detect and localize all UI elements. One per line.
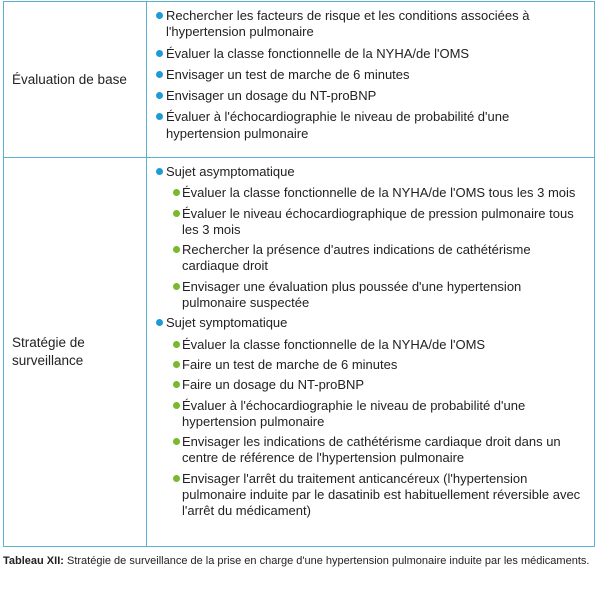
list-item: Faire un test de marche de 6 minutes [156, 357, 586, 373]
table-caption [3, 555, 597, 569]
caption-text: Stratégie de surveillance de la prise en charge d'une hypertension pulmonaire induite par les médicaments. [63, 555, 590, 567]
group-heading-asymptomatic: Sujet asymptomatique [156, 164, 586, 180]
sub-bullet-dot-icon [173, 475, 180, 482]
list-item: Évaluer le niveau échocardiographique de pression pulmonaire tous les 3 mois [156, 206, 586, 239]
baseline-bullet-list [156, 8, 586, 142]
list-item: Envisager l'arrêt du traitement anticancéreux (l'hypertension pulmonaire induite par le dasatinib est habituellement réversible avec l'arrêt du médicament) [156, 471, 586, 520]
list-item: Envisager un test de marche de 6 minutes [156, 67, 586, 83]
list-item: Envisager un dosage du NT-proBNP [156, 88, 586, 104]
bullet-dot-icon [156, 71, 163, 78]
sub-bullet-dot-icon [173, 381, 180, 388]
bullet-dot-icon [156, 168, 163, 175]
sub-bullet-dot-icon [173, 438, 180, 445]
list-item: Évaluer à l'échocardiographie le niveau de probabilité d'une hypertension pulmonaire [156, 398, 586, 431]
list-item: Rechercher la présence d'autres indications de cathétérisme cardiaque droit [156, 242, 586, 275]
surveillance-bullet-list [156, 164, 586, 520]
table-row-baseline [4, 2, 594, 158]
row-content-cell [147, 158, 594, 546]
list-item: Faire un dosage du NT-proBNP [156, 377, 586, 393]
row-label-cell [4, 2, 147, 157]
list-item: Évaluer la classe fonctionnelle de la NYHA/de l'OMS tous les 3 mois [156, 185, 586, 201]
surveillance-table [3, 1, 595, 547]
row-label: Stratégie de surveillance [12, 335, 85, 368]
bullet-dot-icon [156, 50, 163, 57]
table-row-surveillance [4, 158, 594, 546]
sub-bullet-dot-icon [173, 189, 180, 196]
group-heading-symptomatic: Sujet symptomatique [156, 315, 586, 331]
list-item: Envisager une évaluation plus poussée d'une hypertension pulmonaire suspectée [156, 279, 586, 312]
row-label: Évaluation de base [12, 71, 127, 87]
sub-bullet-dot-icon [173, 210, 180, 217]
sub-bullet-dot-icon [173, 341, 180, 348]
list-item: Envisager les indications de cathétérisme cardiaque droit dans un centre de référence de l'hypertension pulmonaire [156, 434, 586, 467]
list-item: Évaluer la classe fonctionnelle de la NYHA/de l'OMS [156, 46, 586, 62]
sub-bullet-dot-icon [173, 246, 180, 253]
row-content-cell [147, 2, 594, 157]
list-item: Évaluer à l'échocardiographie le niveau de probabilité d'une hypertension pulmonaire [156, 109, 586, 142]
sub-bullet-dot-icon [173, 361, 180, 368]
bullet-dot-icon [156, 319, 163, 326]
list-item: Rechercher les facteurs de risque et les conditions associées à l'hypertension pulmonaire [156, 8, 586, 41]
caption-label: Tableau XII: [3, 555, 64, 567]
list-item: Évaluer la classe fonctionnelle de la NYHA/de l'OMS [156, 337, 586, 353]
bullet-dot-icon [156, 12, 163, 19]
bullet-dot-icon [156, 113, 163, 120]
sub-bullet-dot-icon [173, 283, 180, 290]
bullet-dot-icon [156, 92, 163, 99]
row-label-cell [4, 158, 147, 546]
sub-bullet-dot-icon [173, 402, 180, 409]
